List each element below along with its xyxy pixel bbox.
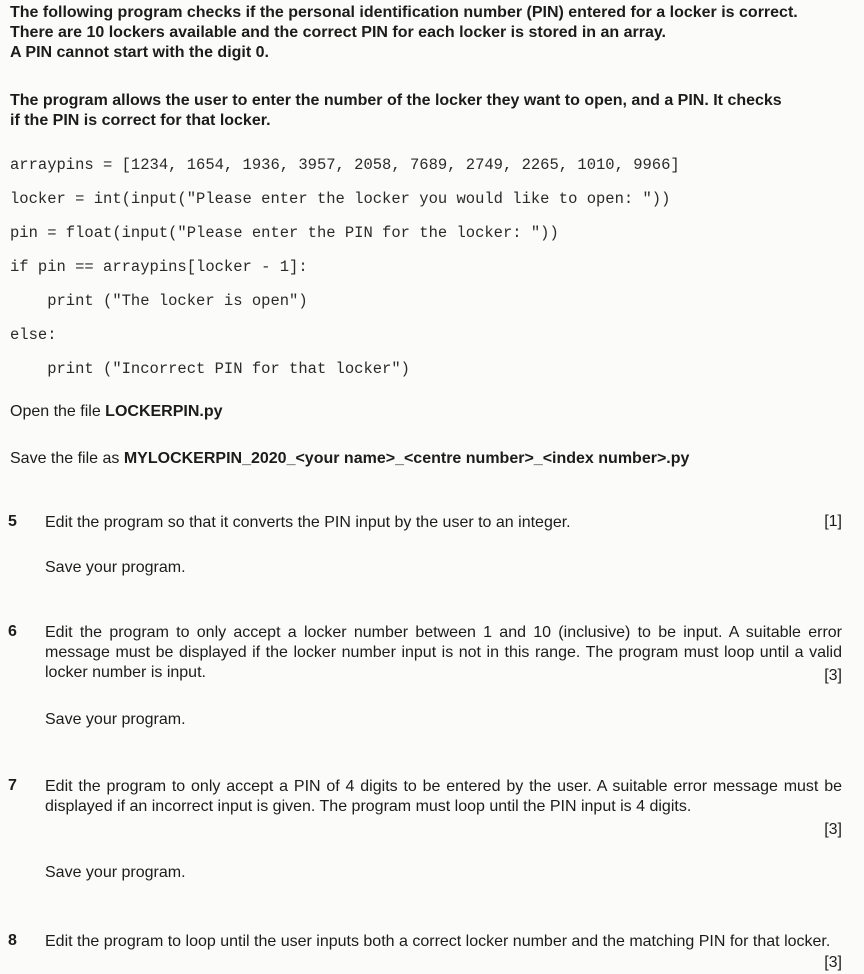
question-marks: [3] <box>824 954 842 971</box>
save-reminder: Save your program. <box>45 864 186 881</box>
question-text: Edit the program to only accept a locker number between 1 and 10 (inclusive) to be input. A suitable error message must be displayed if the locker number input is not in this range. The program must loop until a valid locker number is input. <box>45 624 842 681</box>
question-text: Edit the program so that it converts the PIN input by the user to an integer. <box>45 514 571 531</box>
question-number: 5 <box>8 513 17 530</box>
question-marks: [3] <box>824 667 842 684</box>
save-file-prefix: Save the file as <box>10 450 124 467</box>
intro-line-1: The following program checks if the personal identification number (PIN) entered for a locker is correct. <box>10 4 798 21</box>
save-reminder: Save your program. <box>45 559 186 576</box>
question-number: 8 <box>8 932 17 949</box>
question-number: 6 <box>8 623 17 640</box>
question-text: Edit the program to only accept a PIN of 4 digits to be entered by the user. A suitable error message must be displayed if an incorrect input is given. The program must loop until the PIN input is 4 digits. <box>45 778 842 815</box>
open-file-instruction <box>10 403 223 421</box>
question-marks: [3] <box>824 821 842 838</box>
open-file-filename: LOCKERPIN.py <box>105 403 223 420</box>
code-line: print ("Incorrect PIN for that locker") <box>10 360 410 378</box>
save-file-instruction <box>10 450 689 468</box>
description-line-1: The program allows the user to enter the number of the locker they want to open, and a PIN. It checks <box>10 92 782 109</box>
question-marks: [1] <box>824 513 842 530</box>
intro-line-2: There are 10 lockers available and the correct PIN for each locker is stored in an array. <box>10 24 666 41</box>
question-number: 7 <box>8 777 17 794</box>
save-file-filename: MYLOCKERPIN_2020_<your name>_<centre number>_<index number>.py <box>123 450 690 467</box>
save-reminder: Save your program. <box>45 711 186 728</box>
code-line: if pin == arraypins[locker - 1]: <box>10 258 308 276</box>
code-line: pin = float(input("Please enter the PIN for the locker: ")) <box>10 224 559 242</box>
program-description <box>10 91 860 131</box>
code-line: locker = int(input("Please enter the locker you would like to open: ")) <box>10 190 671 208</box>
intro-paragraph <box>10 3 862 63</box>
question-text: Edit the program to loop until the user inputs both a correct locker number and the matching PIN for that locker. <box>45 933 831 950</box>
code-line: print ("The locker is open") <box>10 292 308 310</box>
code-line: arraypins = [1234, 1654, 1936, 3957, 2058, 7689, 2749, 2265, 1010, 9966] <box>10 156 680 174</box>
code-line: else: <box>10 326 57 344</box>
description-line-2: if the PIN is correct for that locker. <box>10 112 271 129</box>
open-file-prefix: Open the file <box>10 403 106 420</box>
intro-line-3: A PIN cannot start with the digit 0. <box>10 44 269 61</box>
